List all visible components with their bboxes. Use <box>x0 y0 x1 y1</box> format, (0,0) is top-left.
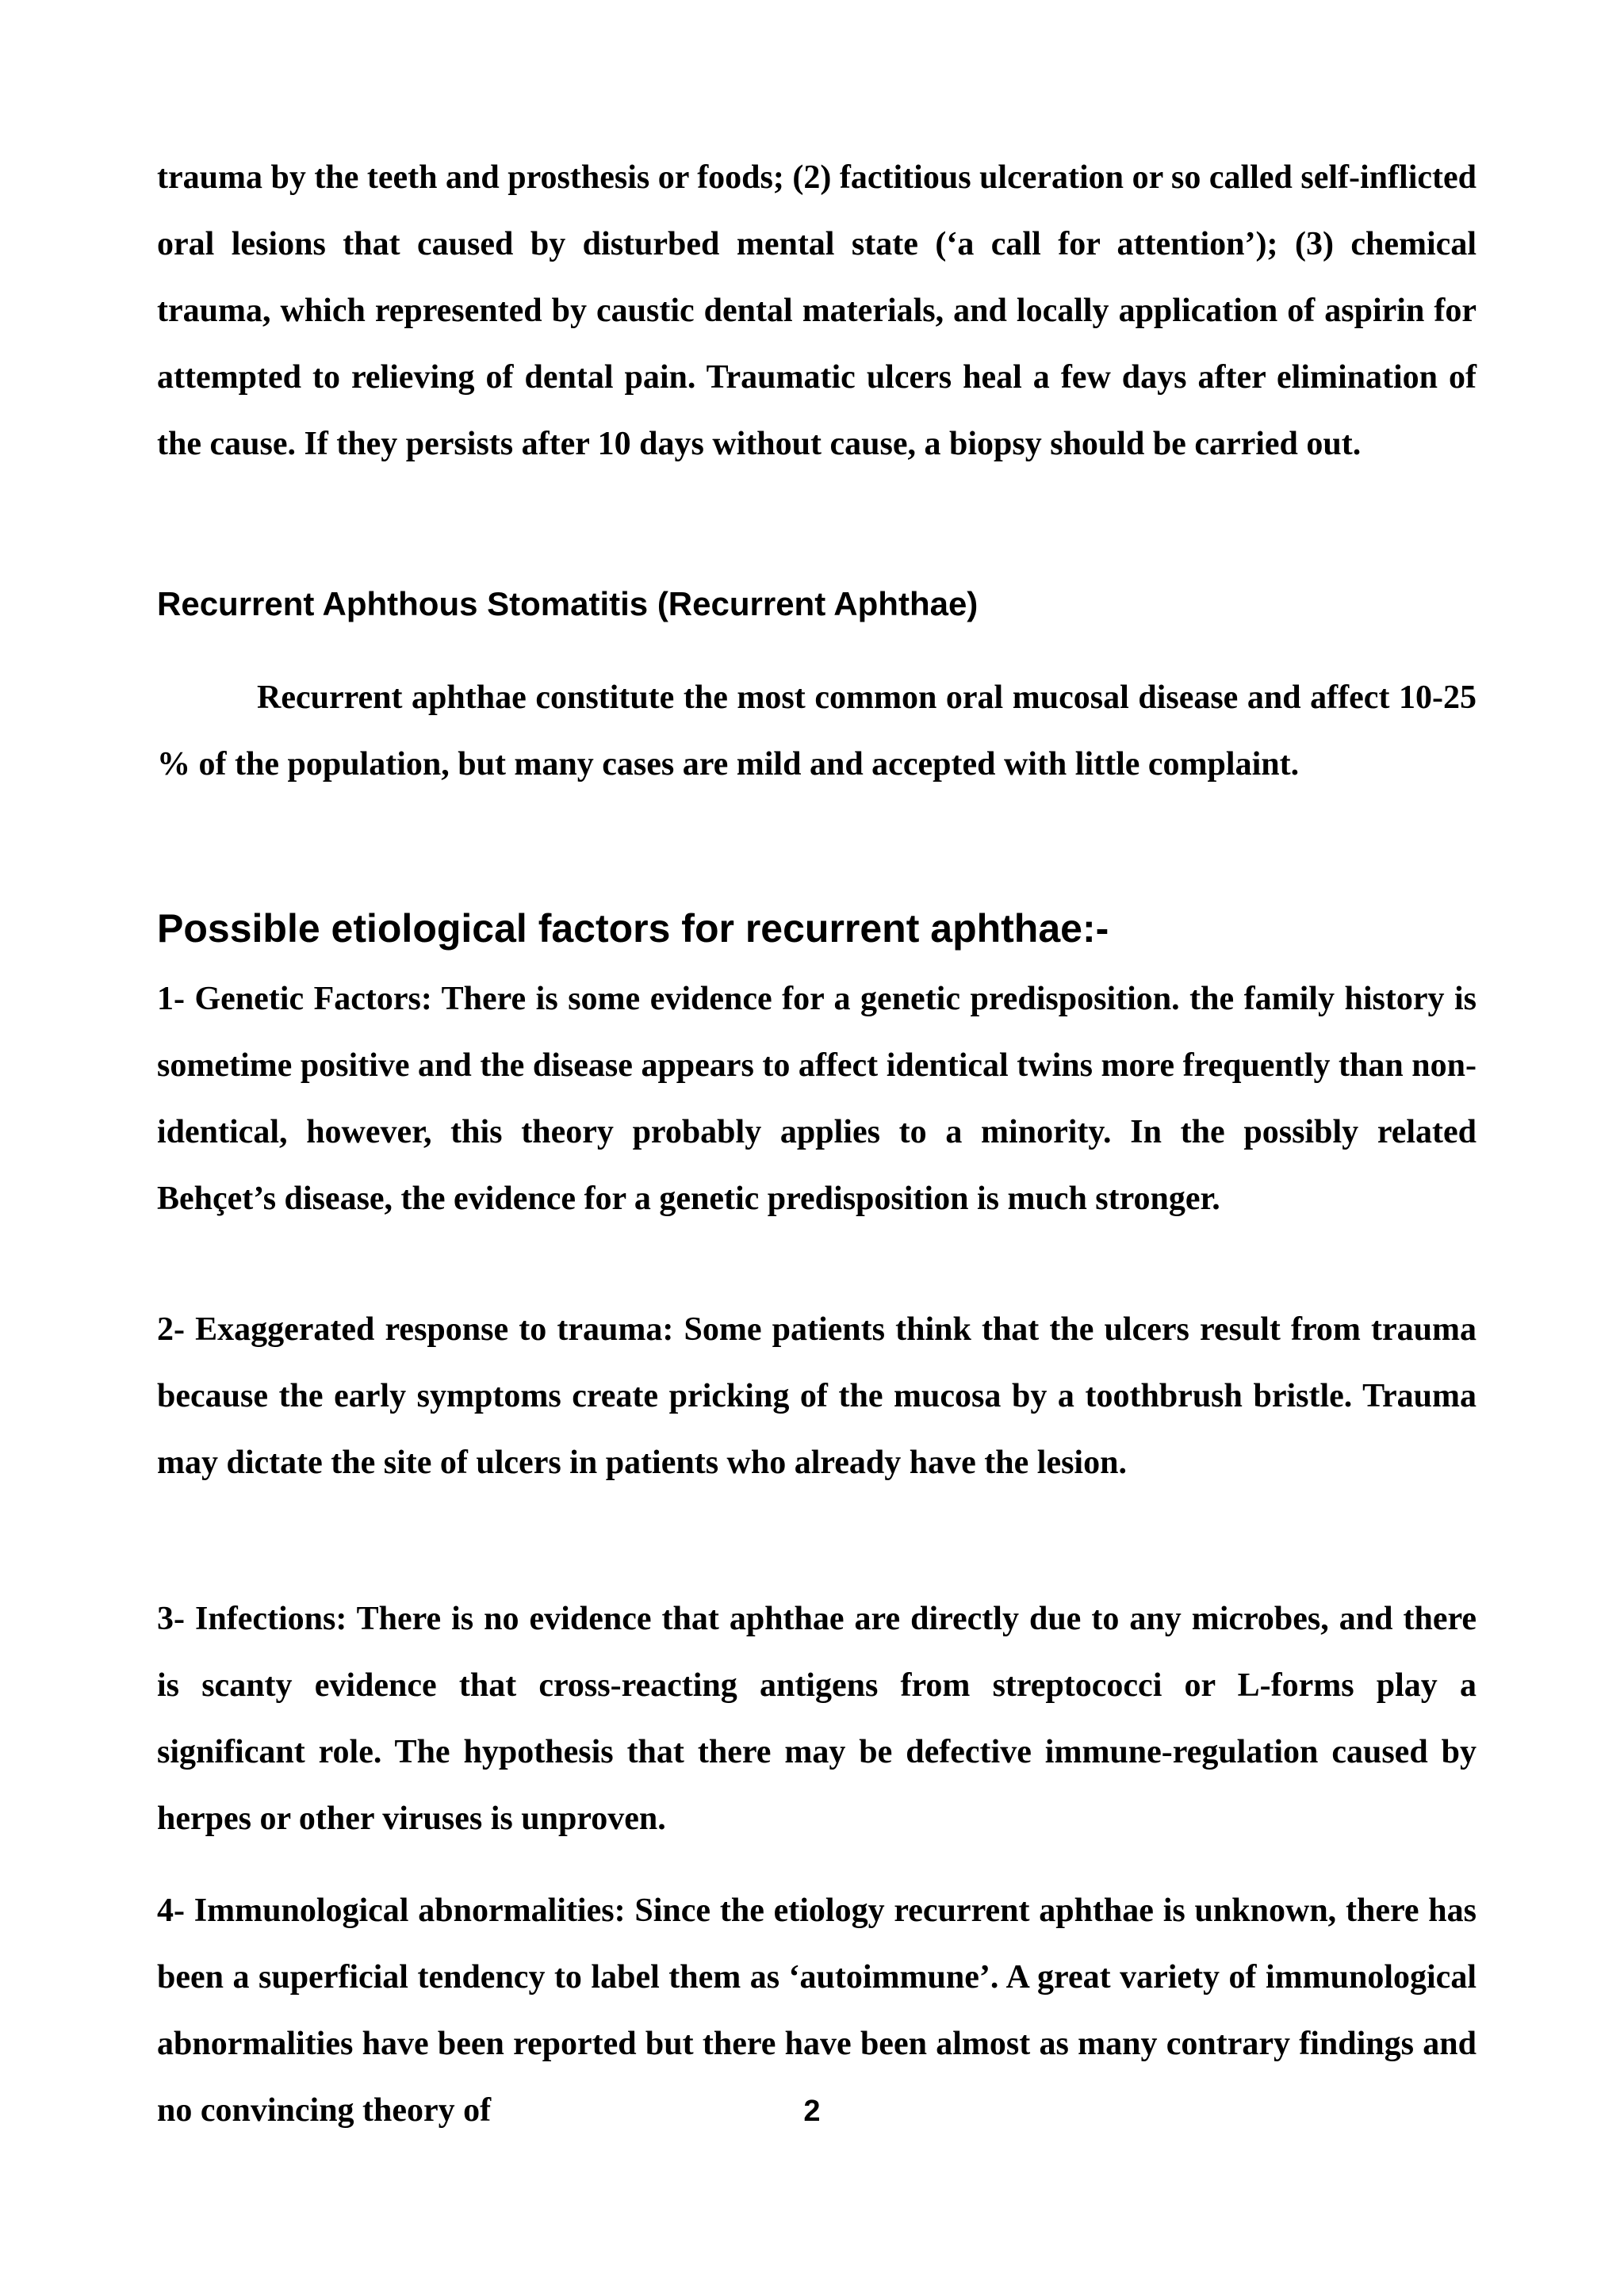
factor-item-trauma: 2- Exaggerated response to trauma: Some patients think that the ulcers result from trauma because the early symptoms create pricking of the mucosa by a toothbrush bristle. Trauma may dictate the site of ulcers in patients who already have the lesion. <box>157 1311 1477 1481</box>
section-paragraph: Recurrent aphthae constitute the most common oral mucosal disease and affect 10-25 % of the population, but many cases are mild and accepted with little complaint. <box>157 679 1477 783</box>
intro-paragraph: trauma by the teeth and prosthesis or foods; (2) factitious ulceration or so called self-inflicted oral lesions that caused by disturbed mental state (‘a call for attention’); (3) chemical trauma, which represented by caustic dental materials, and locally application of aspirin for attempted to relieving of dental pain. Traumatic ulcers heal a few days after elimination of the cause. If they persists after 10 days without cause, a biopsy should be carried out. <box>157 159 1477 462</box>
factors-heading: Possible etiological factors for recurrent aphthae:- <box>157 906 1109 951</box>
section-heading: Recurrent Aphthous Stomatitis (Recurrent Aphthae) <box>157 585 979 622</box>
factor-item-genetic: 1- Genetic Factors: There is some evidence for a genetic predisposition. the family history is sometime positive and the disease appears to affect identical twins more frequently than non-identical, however, this theory probably applies to a minority. In the possibly related Behçet’s disease, the evidence for a genetic predisposition is much stronger. <box>157 981 1477 1217</box>
factor-item-immunological: 4- Immunological abnormalities: Since the etiology recurrent aphthae is unknown, there has been a superficial tendency to label them as ‘autoimmune’. A great variety of immunological abnormalities have been reported but there have been almost as many contrary findings and no convincing theory of <box>157 1892 1477 2129</box>
factor-item-infections: 3- Infections: There is no evidence that aphthae are directly due to any microbes, and there is scanty evidence that cross-reacting antigens from streptococci or L-forms play a significant role. The hypothesis that there may be defective immune-regulation caused by herpes or other viruses is unproven. <box>157 1601 1477 1837</box>
page-number: 2 <box>803 2095 821 2128</box>
